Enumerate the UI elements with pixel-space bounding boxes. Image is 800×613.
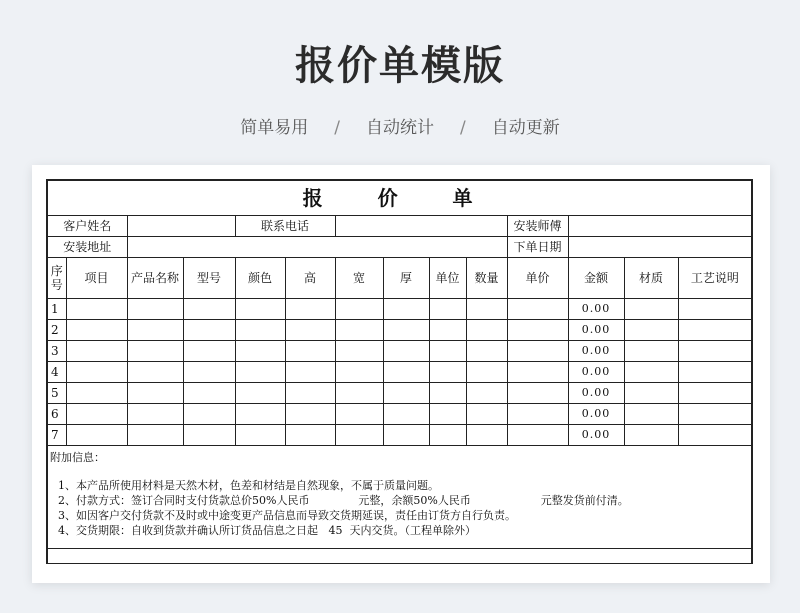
- height-cell[interactable]: [285, 362, 335, 383]
- width-cell[interactable]: [335, 320, 383, 341]
- process-notes-cell[interactable]: [678, 425, 752, 446]
- subtitle-tags: [0, 113, 800, 138]
- note-line: 1、本产品所使用材料是天然木材，色差和材结是自然现象，不属于质量问题。: [58, 479, 439, 492]
- width-cell[interactable]: [335, 299, 383, 320]
- col-header-quantity: 数量: [466, 258, 507, 299]
- item-cell[interactable]: [66, 362, 127, 383]
- material-cell[interactable]: [624, 383, 678, 404]
- additional-info: [47, 446, 752, 549]
- amount-cell: 0.00: [568, 362, 624, 383]
- quantity-cell[interactable]: [466, 425, 507, 446]
- model-cell[interactable]: [183, 425, 235, 446]
- table-row: [47, 383, 752, 404]
- row-number: 6: [47, 404, 66, 425]
- color-cell[interactable]: [235, 320, 285, 341]
- col-header-unit-price: 单价: [507, 258, 568, 299]
- unit-price-cell[interactable]: [507, 425, 568, 446]
- width-cell[interactable]: [335, 404, 383, 425]
- install-address-label: 安装地址: [47, 237, 127, 258]
- installer-field[interactable]: [568, 216, 752, 237]
- model-cell[interactable]: [183, 362, 235, 383]
- item-cell[interactable]: [66, 404, 127, 425]
- product-name-cell[interactable]: [127, 320, 183, 341]
- color-cell[interactable]: [235, 341, 285, 362]
- table-row: [47, 425, 752, 446]
- unit-price-cell[interactable]: [507, 341, 568, 362]
- contact-phone-label: 联系电话: [235, 216, 335, 237]
- tag-auto-stats: 自动统计: [366, 118, 434, 138]
- unit-cell[interactable]: [429, 404, 466, 425]
- amount-cell: 0.00: [568, 299, 624, 320]
- height-cell[interactable]: [285, 425, 335, 446]
- customer-name-label: 客户姓名: [47, 216, 127, 237]
- col-header-product-name: 产品名称: [127, 258, 183, 299]
- item-cell[interactable]: [66, 341, 127, 362]
- unit-price-cell[interactable]: [507, 320, 568, 341]
- unit-price-cell[interactable]: [507, 383, 568, 404]
- col-header-no: 序号: [47, 258, 66, 299]
- process-notes-cell[interactable]: [678, 404, 752, 425]
- unit-cell[interactable]: [429, 425, 466, 446]
- note-line: 3、如因客户交付货款不及时或中途变更产品信息而导致交货期延误，责任由订货方自行负责。: [58, 509, 516, 522]
- page-title: 报价单模版: [295, 43, 505, 89]
- model-cell[interactable]: [183, 341, 235, 362]
- model-cell[interactable]: [183, 320, 235, 341]
- unit-cell[interactable]: [429, 362, 466, 383]
- row-number: 1: [47, 299, 66, 320]
- amount-cell: 0.00: [568, 383, 624, 404]
- product-name-cell[interactable]: [127, 299, 183, 320]
- row-number: 2: [47, 320, 66, 341]
- table-row: [47, 299, 752, 320]
- form-title: 报 价 单: [47, 180, 752, 216]
- unit-price-cell[interactable]: [507, 299, 568, 320]
- width-cell[interactable]: [335, 362, 383, 383]
- item-cell[interactable]: [66, 320, 127, 341]
- unit-cell[interactable]: [429, 299, 466, 320]
- amount-cell: 0.00: [568, 320, 624, 341]
- product-name-cell[interactable]: [127, 404, 183, 425]
- table-row: [47, 320, 752, 341]
- install-address-field[interactable]: [127, 237, 507, 258]
- col-header-model: 型号: [183, 258, 235, 299]
- width-cell[interactable]: [335, 341, 383, 362]
- quantity-cell[interactable]: [466, 404, 507, 425]
- unit-price-cell[interactable]: [507, 404, 568, 425]
- material-cell[interactable]: [624, 404, 678, 425]
- material-cell[interactable]: [624, 320, 678, 341]
- amount-cell: 0.00: [568, 425, 624, 446]
- row-number: 7: [47, 425, 66, 446]
- quantity-cell[interactable]: [466, 299, 507, 320]
- material-cell[interactable]: [624, 299, 678, 320]
- color-cell[interactable]: [235, 383, 285, 404]
- col-header-color: 颜色: [235, 258, 285, 299]
- col-header-item: 项目: [66, 258, 127, 299]
- note-line: 2、付款方式：签订合同时支付货款总价50%人民币 元整，余额50%人民币 元整发货前付清。: [58, 494, 629, 507]
- row-number: 4: [47, 362, 66, 383]
- unit-cell[interactable]: [429, 383, 466, 404]
- notes-heading: 附加信息：: [50, 451, 105, 464]
- quantity-cell[interactable]: [466, 383, 507, 404]
- width-cell[interactable]: [335, 383, 383, 404]
- order-date-field[interactable]: [568, 237, 752, 258]
- thickness-cell[interactable]: [383, 362, 429, 383]
- quantity-cell[interactable]: [466, 320, 507, 341]
- table-row: [47, 404, 752, 425]
- col-header-thickness: 厚: [383, 258, 429, 299]
- tag-separator: /: [334, 118, 340, 138]
- material-cell[interactable]: [624, 362, 678, 383]
- table-row: [47, 341, 752, 362]
- unit-cell[interactable]: [429, 341, 466, 362]
- height-cell[interactable]: [285, 320, 335, 341]
- height-cell[interactable]: [285, 341, 335, 362]
- unit-price-cell[interactable]: [507, 362, 568, 383]
- material-cell[interactable]: [624, 341, 678, 362]
- amount-cell: 0.00: [568, 404, 624, 425]
- height-cell[interactable]: [285, 404, 335, 425]
- tag-easy: 简单易用: [240, 118, 309, 138]
- customer-name-field[interactable]: [127, 216, 235, 237]
- item-cell[interactable]: [66, 383, 127, 404]
- quotation-table: [46, 179, 753, 564]
- quotation-sheet: [32, 165, 770, 583]
- model-cell[interactable]: [183, 383, 235, 404]
- thickness-cell[interactable]: [383, 404, 429, 425]
- product-name-cell[interactable]: [127, 425, 183, 446]
- model-cell[interactable]: [183, 404, 235, 425]
- item-cell[interactable]: [66, 425, 127, 446]
- quantity-cell[interactable]: [466, 341, 507, 362]
- col-header-height: 高: [285, 258, 335, 299]
- model-cell[interactable]: [183, 299, 235, 320]
- contact-phone-field[interactable]: [335, 216, 507, 237]
- product-name-cell[interactable]: [127, 362, 183, 383]
- row-number: 3: [47, 341, 66, 362]
- col-header-process-notes: 工艺说明: [678, 258, 752, 299]
- width-cell[interactable]: [335, 425, 383, 446]
- thickness-cell[interactable]: [383, 425, 429, 446]
- height-cell[interactable]: [285, 299, 335, 320]
- row-number: 5: [47, 383, 66, 404]
- process-notes-cell[interactable]: [678, 383, 752, 404]
- product-name-cell[interactable]: [127, 383, 183, 404]
- quantity-cell[interactable]: [466, 362, 507, 383]
- color-cell[interactable]: [235, 362, 285, 383]
- material-cell[interactable]: [624, 425, 678, 446]
- col-header-material: 材质: [624, 258, 678, 299]
- col-header-width: 宽: [335, 258, 383, 299]
- item-cell[interactable]: [66, 299, 127, 320]
- process-notes-cell[interactable]: [678, 341, 752, 362]
- color-cell[interactable]: [235, 425, 285, 446]
- thickness-cell[interactable]: [383, 383, 429, 404]
- footer-blank-row: [47, 549, 752, 564]
- color-cell[interactable]: [235, 404, 285, 425]
- thickness-cell[interactable]: [383, 320, 429, 341]
- process-notes-cell[interactable]: [678, 362, 752, 383]
- table-row: [47, 362, 752, 383]
- color-cell[interactable]: [235, 299, 285, 320]
- process-notes-cell[interactable]: [678, 320, 752, 341]
- tag-separator: /: [460, 118, 466, 138]
- col-header-amount: 金额: [568, 258, 624, 299]
- height-cell[interactable]: [285, 383, 335, 404]
- note-line: 4、交货期限：自收到货款并确认所订货品信息之日起 45 天内交货。（工程单除外）: [58, 524, 476, 537]
- column-header-row: [47, 258, 752, 299]
- product-name-cell[interactable]: [127, 341, 183, 362]
- col-header-unit: 单位: [429, 258, 466, 299]
- unit-cell[interactable]: [429, 320, 466, 341]
- installer-label: 安装师傅: [507, 216, 568, 237]
- process-notes-cell[interactable]: [678, 299, 752, 320]
- thickness-cell[interactable]: [383, 341, 429, 362]
- tag-auto-update: 自动更新: [491, 118, 560, 138]
- amount-cell: 0.00: [568, 341, 624, 362]
- order-date-label: 下单日期: [507, 237, 568, 258]
- thickness-cell[interactable]: [383, 299, 429, 320]
